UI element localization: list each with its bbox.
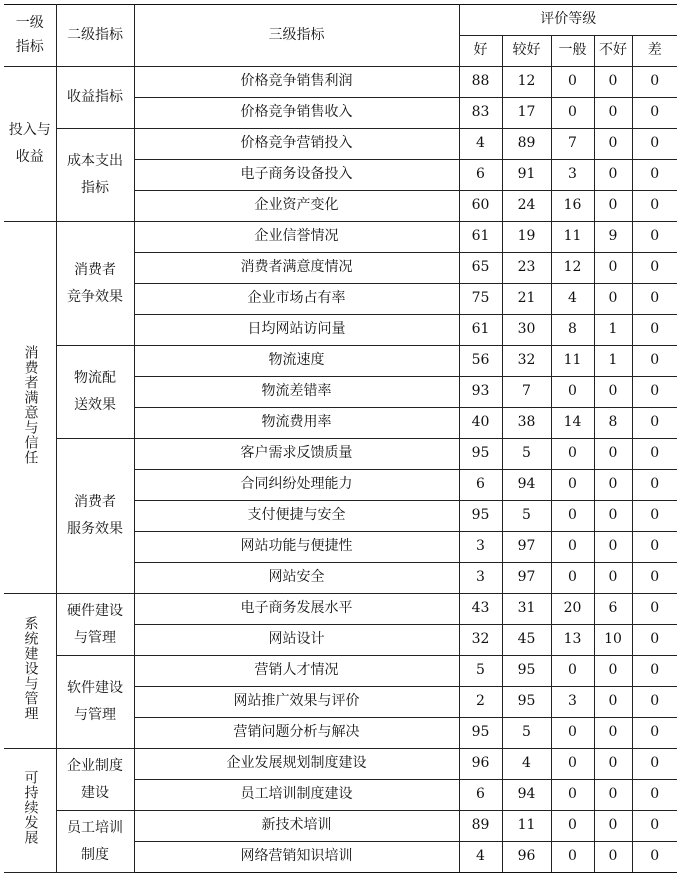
level3-cell: 企业信誉情况 xyxy=(134,222,459,253)
header-grade-group: 评价等级 xyxy=(459,5,677,36)
header-row-1 xyxy=(4,5,677,36)
level3-cell: 网站设计 xyxy=(134,625,459,656)
grade-value-cell: 3 xyxy=(551,160,594,191)
grade-value-cell: 0 xyxy=(632,408,677,439)
level2-cell xyxy=(56,656,134,749)
table-row xyxy=(4,749,677,780)
table-row xyxy=(4,129,677,160)
grade-value-cell: 0 xyxy=(632,470,677,501)
grade-value-cell: 0 xyxy=(632,67,677,98)
table-row xyxy=(4,811,677,842)
level1-cell xyxy=(4,594,56,749)
level1-label xyxy=(9,117,51,170)
level2-label-line: 消费者 xyxy=(74,494,116,511)
grade-value-cell: 0 xyxy=(594,563,632,594)
grade-value-cell: 6 xyxy=(594,594,632,625)
grade-value-cell: 96 xyxy=(459,749,502,780)
grade-value-cell: 7 xyxy=(502,377,551,408)
level2-cell xyxy=(56,129,134,222)
grade-value-cell: 0 xyxy=(551,67,594,98)
grade-value-cell: 12 xyxy=(551,253,594,284)
grade-value-cell: 17 xyxy=(502,98,551,129)
grade-value-cell: 0 xyxy=(594,470,632,501)
grade-value-cell: 6 xyxy=(459,160,502,191)
grade-value-cell: 94 xyxy=(502,780,551,811)
level2-label xyxy=(67,84,123,111)
grade-value-cell: 0 xyxy=(632,501,677,532)
grade-value-cell: 0 xyxy=(594,253,632,284)
level2-label-line: 竞争效果 xyxy=(67,288,123,305)
grade-value-cell: 0 xyxy=(594,501,632,532)
header-grade: 不好 xyxy=(594,36,632,67)
grade-value-cell: 12 xyxy=(502,67,551,98)
grade-value-cell: 0 xyxy=(594,98,632,129)
level3-cell: 消费者满意度情况 xyxy=(134,253,459,284)
level3-cell: 营销问题分析与解决 xyxy=(134,718,459,749)
grade-value-cell: 75 xyxy=(459,284,502,315)
grade-value-cell: 61 xyxy=(459,222,502,253)
grade-value-cell: 4 xyxy=(459,129,502,160)
grade-value-cell: 3 xyxy=(551,687,594,718)
level2-cell xyxy=(56,749,134,811)
grade-value-cell: 6 xyxy=(459,470,502,501)
grade-value-cell: 0 xyxy=(632,656,677,687)
level1-cell xyxy=(4,749,56,873)
header-level1-line2: 指标 xyxy=(15,38,44,55)
grade-value-cell: 38 xyxy=(502,408,551,439)
grade-value-cell: 0 xyxy=(594,284,632,315)
grade-value-cell: 0 xyxy=(594,811,632,842)
table-row xyxy=(4,656,677,687)
level3-cell: 网络营销知识培训 xyxy=(134,842,459,873)
level2-label-line: 硬件建设 xyxy=(67,602,123,619)
grade-value-cell: 10 xyxy=(594,625,632,656)
level1-label: 可持续发展 xyxy=(22,770,39,846)
grade-value-cell: 5 xyxy=(502,718,551,749)
header-grade: 较好 xyxy=(502,36,551,67)
grade-value-cell: 0 xyxy=(632,532,677,563)
table-row xyxy=(4,346,677,377)
level3-cell: 客户需求反馈质量 xyxy=(134,439,459,470)
level2-cell xyxy=(56,811,134,873)
level2-label-line: 收益指标 xyxy=(67,89,123,106)
level2-label xyxy=(67,675,123,728)
grade-value-cell: 65 xyxy=(459,253,502,284)
level2-label-line: 软件建设 xyxy=(67,680,123,697)
grade-value-cell: 0 xyxy=(551,656,594,687)
grade-value-cell: 8 xyxy=(551,315,594,346)
grade-value-cell: 45 xyxy=(502,625,551,656)
grade-value-cell: 9 xyxy=(594,222,632,253)
level3-cell: 电子商务设备投入 xyxy=(134,160,459,191)
grade-value-cell: 0 xyxy=(551,718,594,749)
level3-cell: 物流速度 xyxy=(134,346,459,377)
grade-value-cell: 0 xyxy=(632,687,677,718)
grade-value-cell: 56 xyxy=(459,346,502,377)
level3-cell: 价格竞争销售利润 xyxy=(134,67,459,98)
grade-value-cell: 0 xyxy=(594,439,632,470)
level3-cell: 营销人才情况 xyxy=(134,656,459,687)
grade-value-cell: 60 xyxy=(459,191,502,222)
level3-cell: 物流差错率 xyxy=(134,377,459,408)
grade-value-cell: 0 xyxy=(632,160,677,191)
level2-label-line: 成本支出 xyxy=(67,153,123,170)
header-level1-line1: 一级 xyxy=(15,15,44,31)
level2-label xyxy=(67,598,123,651)
grade-value-cell: 19 xyxy=(502,222,551,253)
grade-value-cell: 0 xyxy=(632,346,677,377)
table-row xyxy=(4,67,677,98)
level2-cell xyxy=(56,439,134,594)
grade-value-cell: 95 xyxy=(502,656,551,687)
grade-value-cell: 0 xyxy=(551,377,594,408)
grade-value-cell: 0 xyxy=(594,842,632,873)
grade-value-cell: 21 xyxy=(502,284,551,315)
grade-value-cell: 32 xyxy=(459,625,502,656)
grade-value-cell: 0 xyxy=(632,594,677,625)
evaluation-table xyxy=(4,4,677,873)
grade-value-cell: 32 xyxy=(502,346,551,377)
grade-value-cell: 0 xyxy=(551,470,594,501)
grade-value-cell: 7 xyxy=(551,129,594,160)
grade-value-cell: 61 xyxy=(459,315,502,346)
grade-value-cell: 95 xyxy=(459,501,502,532)
header-level2: 二级指标 xyxy=(56,5,134,67)
grade-value-cell: 0 xyxy=(632,563,677,594)
grade-value-cell: 0 xyxy=(594,160,632,191)
grade-value-cell: 20 xyxy=(551,594,594,625)
level3-cell: 企业市场占有率 xyxy=(134,284,459,315)
table-row xyxy=(4,439,677,470)
grade-value-cell: 0 xyxy=(632,98,677,129)
table-row xyxy=(4,222,677,253)
level3-cell: 企业资产变化 xyxy=(134,191,459,222)
level2-cell xyxy=(56,594,134,656)
level2-label-line: 建设 xyxy=(81,784,109,801)
level2-label-line: 与管理 xyxy=(74,707,116,723)
grade-value-cell: 0 xyxy=(594,532,632,563)
grade-value-cell: 95 xyxy=(502,687,551,718)
grade-value-cell: 0 xyxy=(594,656,632,687)
grade-value-cell: 0 xyxy=(551,563,594,594)
grade-value-cell: 0 xyxy=(551,532,594,563)
level3-cell: 员工培训制度建设 xyxy=(134,780,459,811)
level2-cell xyxy=(56,67,134,129)
level3-cell: 合同纠纷处理能力 xyxy=(134,470,459,501)
level2-label xyxy=(67,489,123,542)
grade-value-cell: 89 xyxy=(502,129,551,160)
level2-label-line: 企业制度 xyxy=(67,757,123,774)
grade-value-cell: 0 xyxy=(632,253,677,284)
grade-value-cell: 97 xyxy=(502,532,551,563)
level1-cell xyxy=(4,222,56,594)
level2-label xyxy=(67,257,123,310)
grade-value-cell: 0 xyxy=(551,749,594,780)
grade-value-cell: 0 xyxy=(632,284,677,315)
grade-value-cell: 16 xyxy=(551,191,594,222)
level3-cell: 价格竞争营销投入 xyxy=(134,129,459,160)
level1-label: 消费者满意与信任 xyxy=(22,344,39,465)
grade-value-cell: 0 xyxy=(551,439,594,470)
level2-label xyxy=(67,815,123,868)
level2-label-line: 物流配 xyxy=(74,370,116,387)
grade-value-cell: 4 xyxy=(551,284,594,315)
grade-value-cell: 95 xyxy=(459,439,502,470)
level1-label-line: 投入与 xyxy=(8,122,51,139)
grade-value-cell: 93 xyxy=(459,377,502,408)
table-row xyxy=(4,594,677,625)
grade-value-cell: 30 xyxy=(502,315,551,346)
grade-value-cell: 0 xyxy=(594,749,632,780)
grade-value-cell: 13 xyxy=(551,625,594,656)
grade-value-cell: 1 xyxy=(594,346,632,377)
header-grade: 一般 xyxy=(551,36,594,67)
grade-value-cell: 3 xyxy=(459,563,502,594)
grade-value-cell: 0 xyxy=(551,780,594,811)
grade-value-cell: 5 xyxy=(502,501,551,532)
level2-label-line: 消费者 xyxy=(74,261,116,278)
level3-cell: 网站推广效果与评价 xyxy=(134,687,459,718)
level2-cell xyxy=(56,346,134,439)
grade-value-cell: 5 xyxy=(459,656,502,687)
grade-value-cell: 0 xyxy=(594,67,632,98)
grade-value-cell: 0 xyxy=(632,811,677,842)
level3-cell: 日均网站访问量 xyxy=(134,315,459,346)
level2-label-line: 送效果 xyxy=(74,397,116,413)
grade-value-cell: 1 xyxy=(594,315,632,346)
grade-value-cell: 0 xyxy=(551,501,594,532)
table-body xyxy=(4,5,677,873)
grade-value-cell: 97 xyxy=(502,563,551,594)
grade-value-cell: 0 xyxy=(632,625,677,656)
grade-value-cell: 40 xyxy=(459,408,502,439)
grade-value-cell: 43 xyxy=(459,594,502,625)
grade-value-cell: 0 xyxy=(632,129,677,160)
grade-value-cell: 89 xyxy=(459,811,502,842)
grade-value-cell: 88 xyxy=(459,67,502,98)
level2-label xyxy=(67,148,123,201)
grade-value-cell: 0 xyxy=(632,377,677,408)
level2-label xyxy=(74,365,116,418)
header-grade: 差 xyxy=(632,36,677,67)
level2-label-line: 服务效果 xyxy=(67,521,123,537)
grade-value-cell: 4 xyxy=(502,749,551,780)
grade-value-cell: 0 xyxy=(632,780,677,811)
grade-value-cell: 0 xyxy=(632,842,677,873)
grade-value-cell: 0 xyxy=(594,377,632,408)
level2-label-line: 指标 xyxy=(81,180,109,196)
level3-cell: 价格竞争销售收入 xyxy=(134,98,459,129)
level3-cell: 网站功能与便捷性 xyxy=(134,532,459,563)
grade-value-cell: 0 xyxy=(632,718,677,749)
grade-value-cell: 0 xyxy=(632,222,677,253)
level1-label: 系统建设与管理 xyxy=(22,615,39,721)
level2-label-line: 员工培训 xyxy=(67,819,123,836)
grade-value-cell: 14 xyxy=(551,408,594,439)
level3-cell: 支付便捷与安全 xyxy=(134,501,459,532)
grade-value-cell: 0 xyxy=(632,439,677,470)
level3-cell: 物流费用率 xyxy=(134,408,459,439)
grade-value-cell: 83 xyxy=(459,98,502,129)
header-level3: 三级指标 xyxy=(134,5,459,67)
grade-value-cell: 91 xyxy=(502,160,551,191)
grade-value-cell: 23 xyxy=(502,253,551,284)
grade-value-cell: 0 xyxy=(551,98,594,129)
level3-cell: 网站安全 xyxy=(134,563,459,594)
grade-value-cell: 2 xyxy=(459,687,502,718)
grade-value-cell: 31 xyxy=(502,594,551,625)
grade-value-cell: 0 xyxy=(632,749,677,780)
level2-label-line: 制度 xyxy=(81,846,109,863)
header-grade: 好 xyxy=(459,36,502,67)
grade-value-cell: 0 xyxy=(594,718,632,749)
grade-value-cell: 0 xyxy=(594,687,632,718)
grade-value-cell: 8 xyxy=(594,408,632,439)
grade-value-cell: 24 xyxy=(502,191,551,222)
grade-value-cell: 0 xyxy=(594,780,632,811)
grade-value-cell: 0 xyxy=(551,811,594,842)
header-level1 xyxy=(4,5,56,67)
grade-value-cell: 5 xyxy=(502,439,551,470)
grade-value-cell: 0 xyxy=(551,842,594,873)
grade-value-cell: 4 xyxy=(459,842,502,873)
level3-cell: 电子商务发展水平 xyxy=(134,594,459,625)
grade-value-cell: 94 xyxy=(502,470,551,501)
grade-value-cell: 11 xyxy=(551,222,594,253)
grade-value-cell: 0 xyxy=(594,129,632,160)
grade-value-cell: 96 xyxy=(502,842,551,873)
level2-label xyxy=(67,753,123,806)
level1-cell xyxy=(4,67,56,222)
grade-value-cell: 95 xyxy=(459,718,502,749)
level1-label-line: 收益 xyxy=(15,149,44,165)
grade-value-cell: 11 xyxy=(502,811,551,842)
grade-value-cell: 11 xyxy=(551,346,594,377)
grade-value-cell: 3 xyxy=(459,532,502,563)
level2-cell xyxy=(56,222,134,346)
grade-value-cell: 0 xyxy=(632,191,677,222)
level3-cell: 新技术培训 xyxy=(134,811,459,842)
grade-value-cell: 6 xyxy=(459,780,502,811)
level3-cell: 企业发展规划制度建设 xyxy=(134,749,459,780)
grade-value-cell: 0 xyxy=(594,191,632,222)
level2-label-line: 与管理 xyxy=(74,629,116,646)
grade-value-cell: 0 xyxy=(632,315,677,346)
